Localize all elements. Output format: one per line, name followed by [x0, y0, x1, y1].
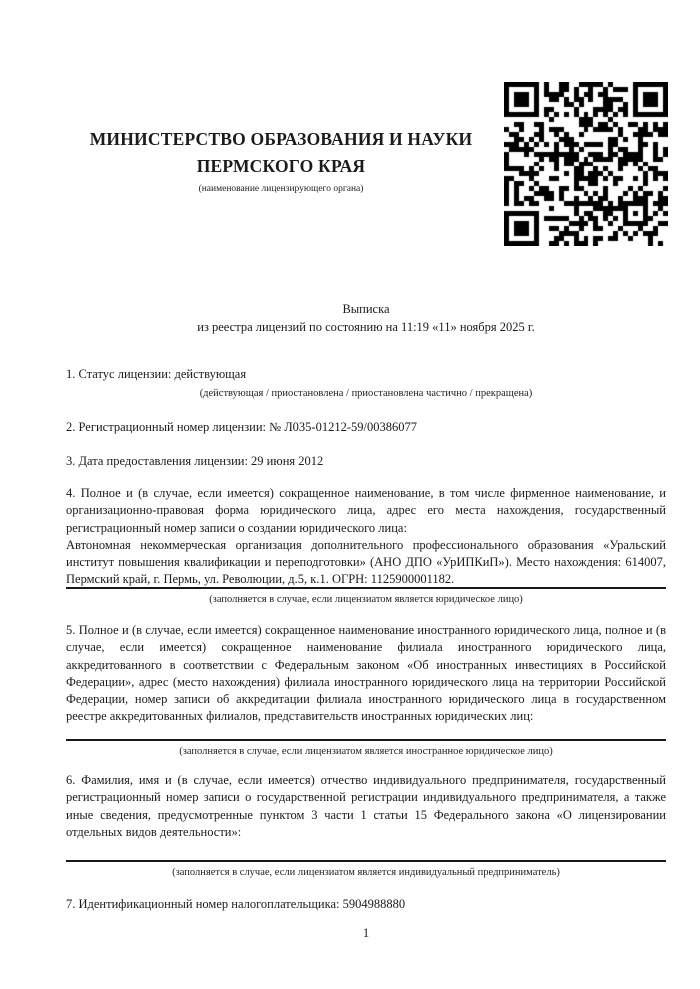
qr-code-icon: [504, 82, 668, 246]
legal-entity-value: Автономная некоммерческая организация дополнительного профессионального образования «Уральский институт повышения квалификации и переподготовки» (АНО ДПО «УрИПКиП»). Место нахождения: 614007, Пермский край, г. Пермь, ул. Революции, д.5, к.1. ОГРН: 1125900001182.: [66, 537, 666, 587]
taxpayer-number-item: 7. Идентификационный номер налогоплательщика: 5904988880: [66, 897, 406, 911]
ministry-caption: (наименование лицензирующего органа): [198, 184, 364, 194]
document-title: Выписка: [342, 302, 390, 316]
licensing-authority-header: [64, 126, 498, 194]
ministry-name-line1: МИНИСТЕРСТВО ОБРАЗОВАНИЯ И НАУКИ: [89, 129, 473, 149]
entrepreneur-note: (заполняется в случае, если лицензиатом является индивидуальный предприниматель): [66, 860, 666, 879]
license-status-text: 1. Статус лицензии: действующая: [66, 367, 247, 381]
foreign-entity-note: (заполняется в случае, если лицензиатом является иностранное юридическое лицо): [66, 739, 666, 758]
entrepreneur-section: [66, 772, 666, 841]
license-status-options-note: (действующая / приостановлена / приостановлена частично / прекращена): [199, 388, 533, 399]
foreign-entity-prompt: 5. Полное и (в случае, если имеется) сокращенное наименование иностранного юридического лица, полное и (в случае, если имеется) сокращенное наименование филиала иностранного юридического лица, аккредитованного в соответствии с Федеральным законом «Об иностранных инвестициях в Российской Федерации», адрес (место нахождения) филиала иностранного юридического лица на территории Российской Федерации, номер записи об аккредитации филиала иностранного юридического лица в государственном реестре аккредитованных филиалов, представительств иностранных юридических лиц:: [66, 623, 666, 724]
page-number: 1: [362, 926, 370, 940]
entrepreneur-prompt: 6. Фамилия, имя и (в случае, если имеется) отчество индивидуального предпринимателя, государственный регистрационный номер записи о государственной регистрации индивидуального предпринимателя, а также иные сведения, предусмотренные пунктом 3 части 1 статьи 15 Федерального закона «О лицензировании отдельных видов деятельности»:: [66, 773, 666, 839]
ministry-name-line2: ПЕРМСКОГО КРАЯ: [196, 156, 366, 176]
legal-entity-note: (заполняется в случае, если лицензиатом является юридическое лицо): [66, 587, 666, 606]
license-status-item: [66, 366, 666, 400]
registration-number-item: 2. Регистрационный номер лицензии: № Л035-01212-59/00386077: [66, 420, 417, 434]
legal-entity-prompt: 4. Полное и (в случае, если имеется) сокращенное наименование, в том числе фирменное наименование, и организационно-правовая форма юридического лица, адрес его места нахождения, государственный регистрационный номер записи о создании юридического лица:: [66, 486, 666, 535]
legal-entity-section: [66, 485, 666, 589]
document-title-block: [66, 301, 666, 336]
document-subtitle: из реестра лицензий по состоянию на 11:19 «11» ноября 2025 г.: [197, 319, 535, 334]
ministry-name: [64, 126, 498, 180]
license-date-item: 3. Дата предоставления лицензии: 29 июня 2012: [66, 454, 324, 468]
foreign-entity-section: [66, 622, 666, 726]
